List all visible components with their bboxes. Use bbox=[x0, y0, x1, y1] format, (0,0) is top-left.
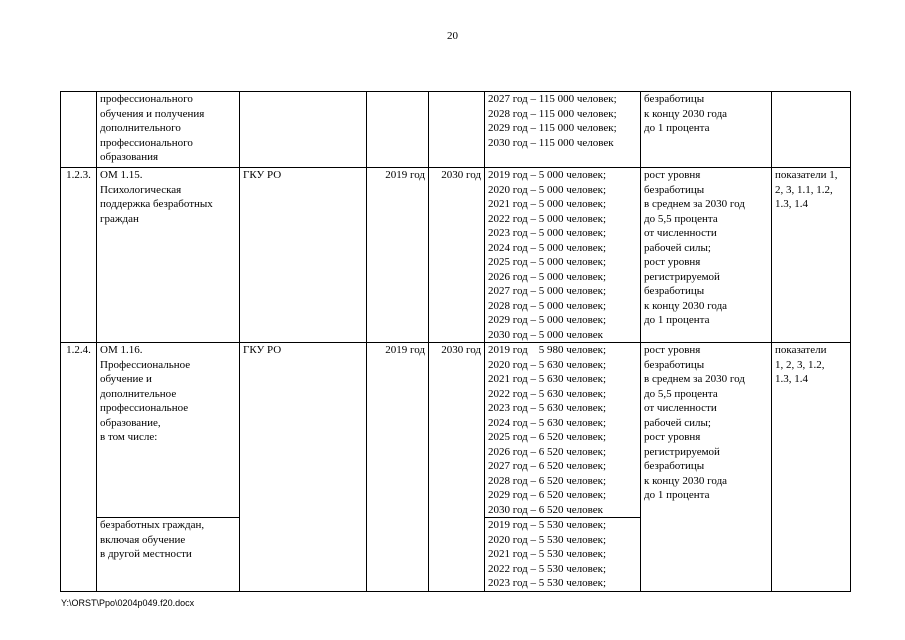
indicators-cell: показатели 1, 2, 3, 1.2, 1.3, 1.4 bbox=[772, 343, 851, 592]
start-year-cell bbox=[367, 92, 429, 168]
start-year-cell: 2019 год bbox=[367, 168, 429, 343]
row-number-cell: 1.2.4. bbox=[61, 343, 97, 592]
executor-cell bbox=[240, 92, 367, 168]
footer-file-path: Y:\ORST\Ppo\0204p049.f20.docx bbox=[61, 598, 195, 608]
volume-cell: 2019 год – 5 000 человек; 2020 год – 5 000 человек; 2021 год – 5 000 человек; 2022 год – 5 000 человек; 2023 год – 5 000 человек; 2024 год – 5 000 человек; 2025 год – 5 000 человек; 2026 год – 5 000 человек; 2027 год – 5 000 человек; 2028 год – 5 000 человек; 2029 год – 5 000 человек; 2030 год – 5 000 человек bbox=[485, 168, 641, 343]
table-row bbox=[61, 343, 851, 518]
table-row bbox=[61, 92, 851, 168]
end-year-cell: 2030 год bbox=[429, 168, 485, 343]
measure-name-cell: ОМ 1.16. Профессиональное обучение и дополнительное профессиональное образование, в том числе: bbox=[97, 343, 240, 518]
result-cell: безработицы к концу 2030 года до 1 процента bbox=[641, 92, 772, 168]
row-number-cell: 1.2.3. bbox=[61, 168, 97, 343]
measure-name-cell: профессионального обучения и получения дополнительного профессионального образования bbox=[97, 92, 240, 168]
measure-name-cell: безработных граждан, включая обучение в другой местности bbox=[97, 518, 240, 592]
end-year-cell bbox=[429, 92, 485, 168]
executor-cell: ГКУ РО bbox=[240, 343, 367, 592]
indicators-cell bbox=[772, 92, 851, 168]
result-cell: рост уровня безработицы в среднем за 2030 год до 5,5 процента от численности рабочей силы; рост уровня регистрируемой безработицы к концу 2030 года до 1 процента bbox=[641, 343, 772, 592]
volume-cell: 2027 год – 115 000 человек; 2028 год – 115 000 человек; 2029 год – 115 000 человек; 2030 год – 115 000 человек bbox=[485, 92, 641, 168]
page-number: 20 bbox=[447, 30, 458, 42]
volume-cell: 2019 год 5 980 человек; 2020 год – 5 630 человек; 2021 год – 5 630 человек; 2022 год – 5 630 человек; 2023 год – 5 630 человек; 2024 год – 5 630 человек; 2025 год – 6 520 человек; 2026 год – 6 520 человек; 2027 год – 6 520 человек; 2028 год – 6 520 человек; 2029 год – 6 520 человек; 2030 год – 6 520 человек bbox=[485, 343, 641, 518]
measures-table bbox=[60, 91, 851, 592]
measure-name-cell: ОМ 1.15. Психологическая поддержка безработных граждан bbox=[97, 168, 240, 343]
volume-cell: 2019 год – 5 530 человек; 2020 год – 5 530 человек; 2021 год – 5 530 человек; 2022 год – 5 530 человек; 2023 год – 5 530 человек; bbox=[485, 518, 641, 592]
indicators-cell: показатели 1, 2, 3, 1.1, 1.2, 1.3, 1.4 bbox=[772, 168, 851, 343]
end-year-cell: 2030 год bbox=[429, 343, 485, 592]
row-number-cell bbox=[61, 92, 97, 168]
table-row bbox=[61, 168, 851, 343]
start-year-cell: 2019 год bbox=[367, 343, 429, 592]
executor-cell: ГКУ РО bbox=[240, 168, 367, 343]
result-cell: рост уровня безработицы в среднем за 2030 год до 5,5 процента от численности рабочей силы; рост уровня регистрируемой безработицы к концу 2030 года до 1 процента bbox=[641, 168, 772, 343]
